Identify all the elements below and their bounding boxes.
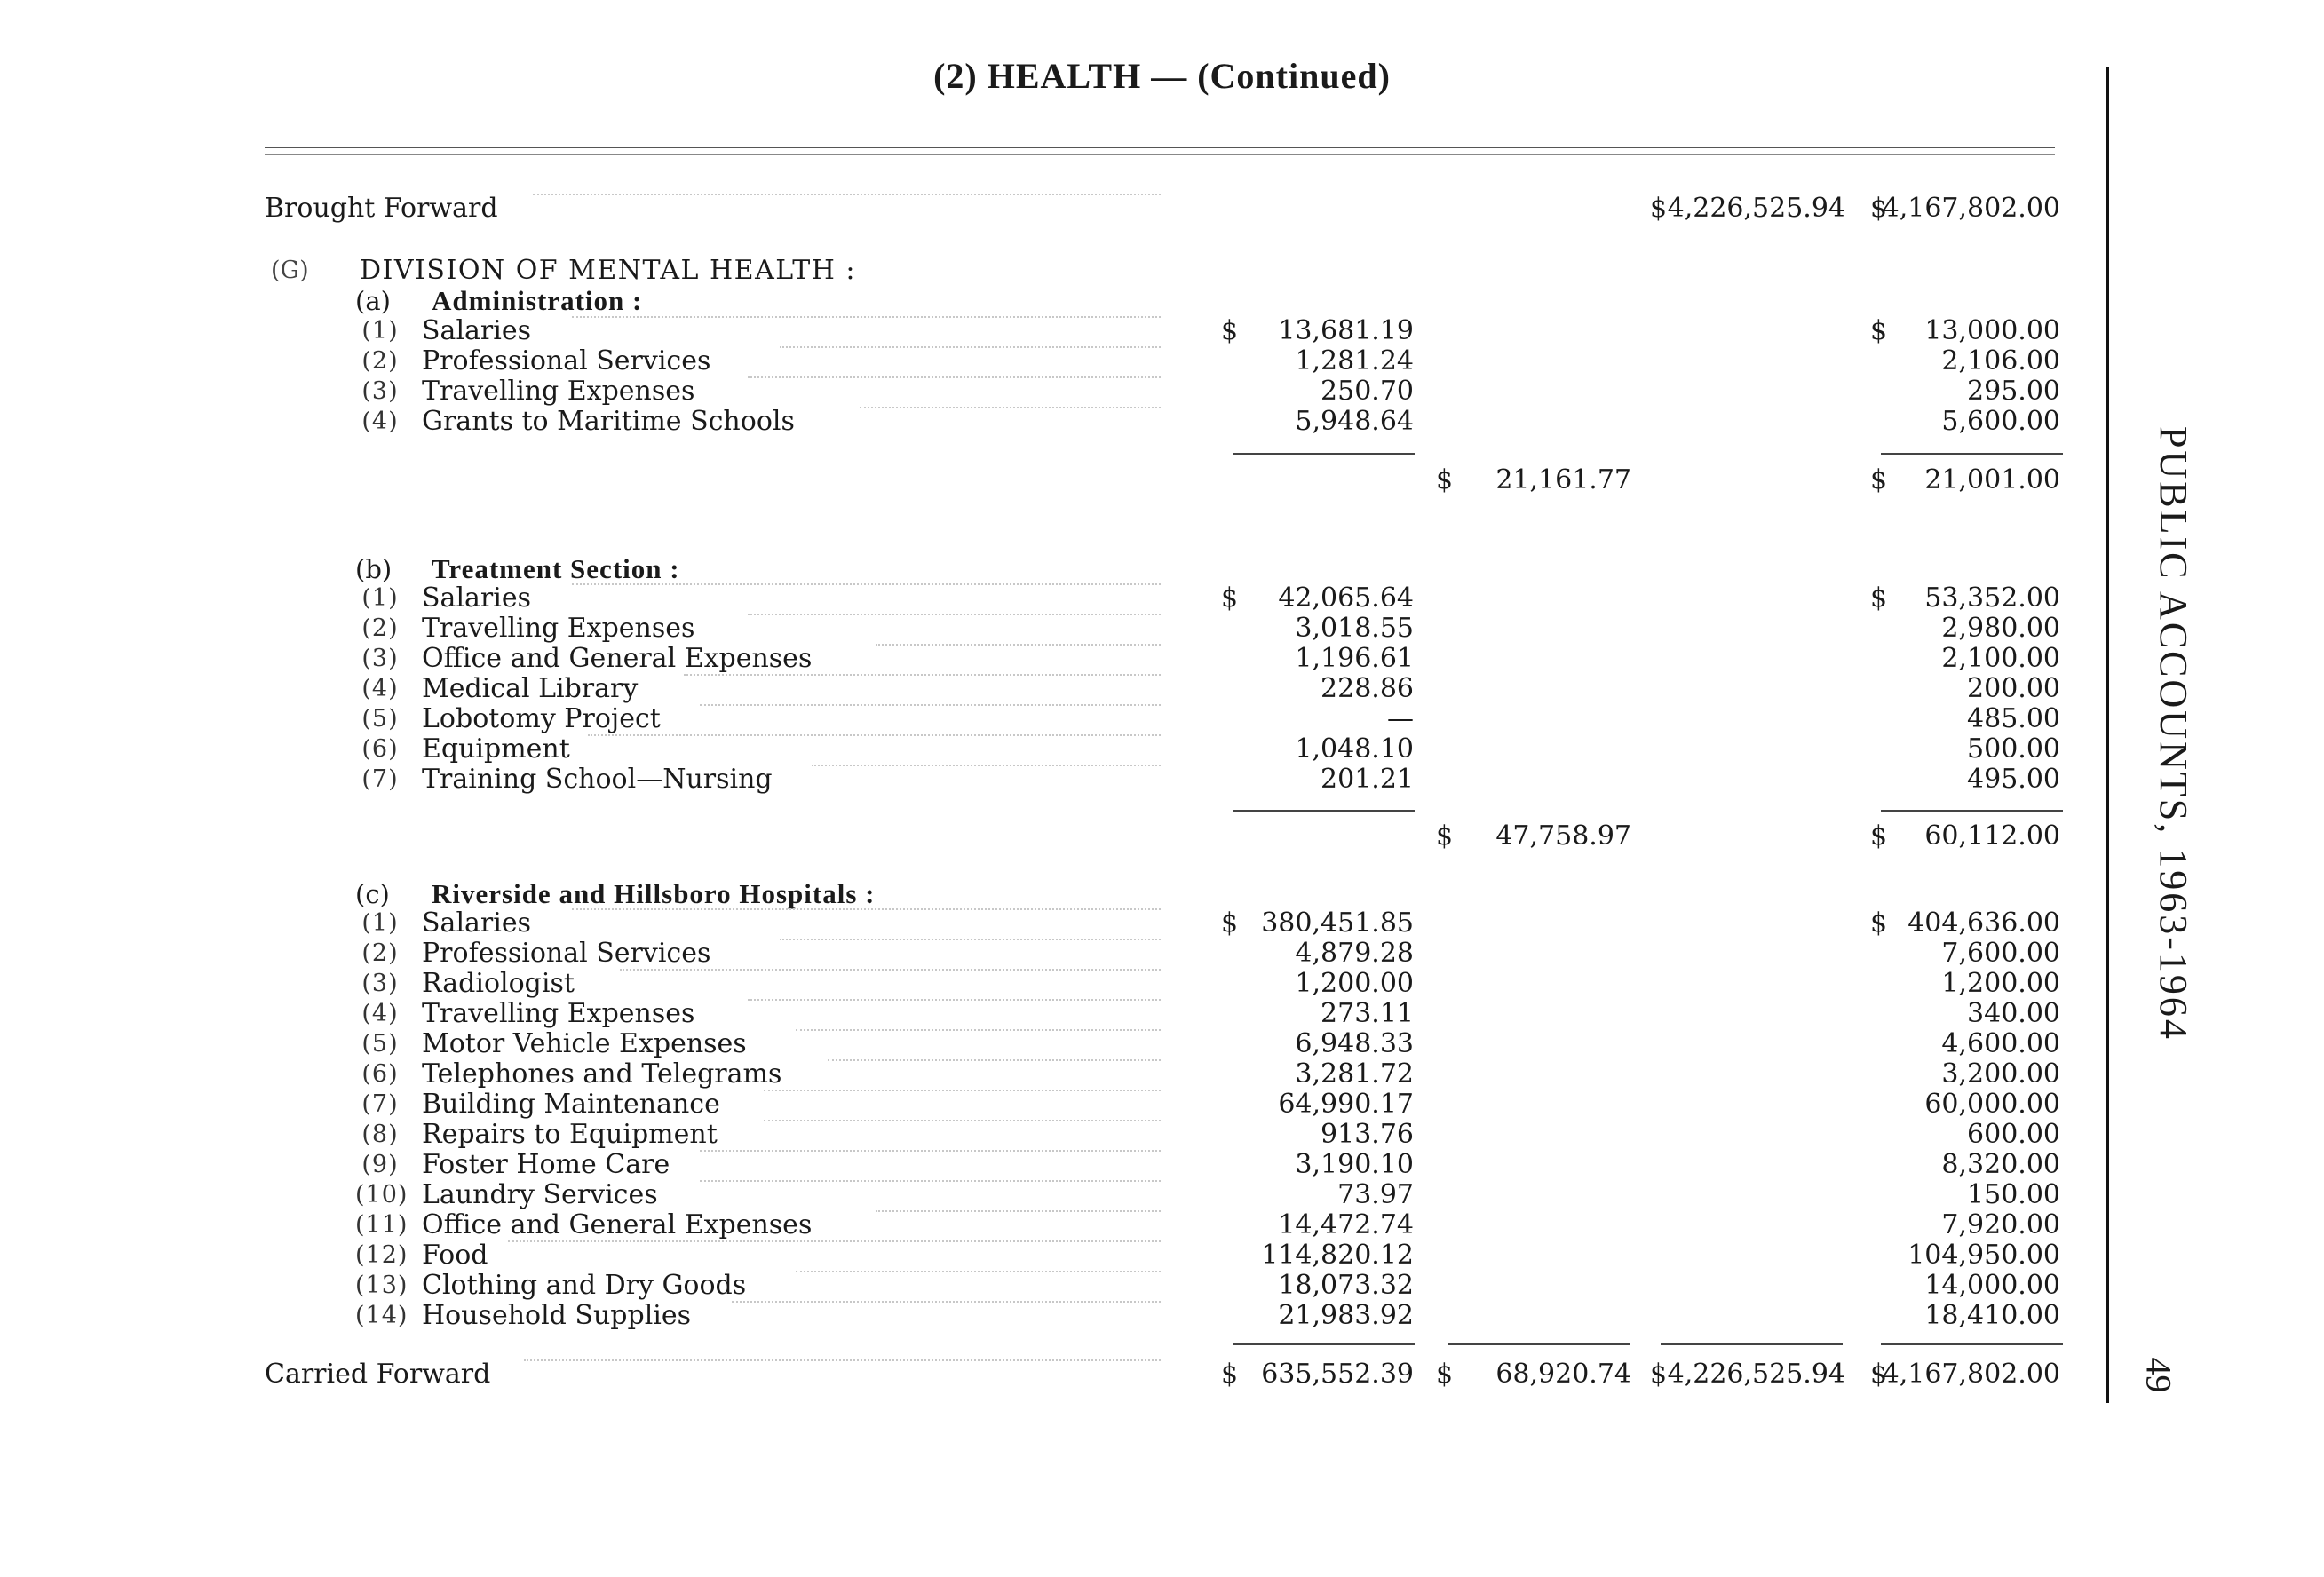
item-label: Building Maintenance [422, 1089, 720, 1120]
item-estimate-amount: 404,636.00 [1908, 907, 2060, 939]
leader-dots [812, 765, 1161, 766]
section-title: Treatment Section : [432, 553, 680, 584]
line-item-row [0, 1180, 2324, 1210]
item-estimate-amount: 340.00 [1967, 998, 2060, 1029]
title-rule [265, 147, 2055, 148]
item-estimate-amount: 5,600.00 [1941, 406, 2060, 437]
item-label: Office and General Expenses [422, 1209, 813, 1240]
item-number: (3) [361, 970, 399, 997]
section-title: Riverside and Hillsboro Hospitals : [432, 878, 876, 909]
total-rule [1661, 1343, 1843, 1345]
item-actual-amount: 5,948.64 [1295, 406, 1414, 437]
item-actual-amount: 4,879.28 [1295, 938, 1414, 969]
item-actual-amount: 228.86 [1321, 673, 1414, 704]
item-estimate-amount: 295.00 [1967, 376, 2060, 407]
line-item-row [0, 583, 2324, 614]
item-label: Travelling Expenses [422, 613, 695, 644]
item-label: Professional Services [422, 345, 711, 376]
item-label: Professional Services [422, 938, 711, 969]
currency-symbol: $ [1436, 464, 1454, 495]
item-number: (7) [361, 1090, 399, 1118]
line-item-row [0, 704, 2324, 734]
leader-dots [700, 1180, 1161, 1182]
item-estimate-amount: 2,100.00 [1941, 643, 2060, 674]
currency-symbol: $ [1221, 1359, 1239, 1390]
item-estimate-amount: 18,410.00 [1924, 1300, 2060, 1331]
item-estimate-amount: 2,106.00 [1941, 345, 2060, 376]
item-label: Repairs to Equipment [422, 1119, 718, 1150]
item-label: Laundry Services [422, 1179, 658, 1210]
item-estimate-amount: 104,950.00 [1908, 1240, 2060, 1271]
item-label: Grants to Maritime Schools [422, 406, 795, 437]
leader-dots [732, 1301, 1161, 1303]
item-label: Salaries [422, 315, 532, 346]
item-label: Food [422, 1240, 488, 1271]
item-actual-amount: 380,451.85 [1261, 907, 1414, 939]
currency-symbol: $ [1221, 582, 1239, 614]
item-actual-amount: 1,281.24 [1295, 345, 1414, 376]
section-letter: (b) [355, 554, 393, 584]
item-label: Office and General Expenses [422, 643, 813, 674]
item-actual-amount: 3,018.55 [1295, 613, 1414, 644]
item-label: Salaries [422, 907, 532, 939]
leader-dots [533, 194, 1161, 195]
item-number: (1) [361, 317, 399, 345]
section-total-actual: 47,758.97 [1495, 820, 1631, 852]
item-estimate-amount: 600.00 [1967, 1119, 2060, 1150]
leader-dots [796, 1271, 1161, 1272]
item-actual-amount: 21,983.92 [1278, 1300, 1414, 1331]
line-item-row [0, 908, 2324, 939]
carried-forward-col2: 68,920.74 [1495, 1359, 1631, 1390]
item-estimate-amount: 200.00 [1967, 673, 2060, 704]
division-letter: (G) [271, 257, 309, 284]
item-estimate-amount: 53,352.00 [1924, 582, 2060, 614]
item-estimate-amount: 3,200.00 [1941, 1058, 2060, 1090]
line-item-row [0, 734, 2324, 765]
leader-dots [828, 1059, 1161, 1061]
line-item-row [0, 614, 2324, 644]
currency-symbol: $ [1221, 907, 1239, 939]
item-actual-amount: 13,681.19 [1278, 315, 1414, 346]
total-rule [1448, 1343, 1630, 1345]
line-item-row [0, 999, 2324, 1029]
line-item-row [0, 969, 2324, 999]
section-total-actual: 21,161.77 [1495, 464, 1631, 495]
division-title: DIVISION OF MENTAL HEALTH : [360, 255, 857, 286]
item-estimate-amount: 8,320.00 [1941, 1149, 2060, 1180]
carried-forward-col1: 635,552.39 [1261, 1359, 1414, 1390]
item-estimate-amount: 14,000.00 [1924, 1270, 2060, 1301]
item-estimate-amount: 7,920.00 [1941, 1209, 2060, 1240]
title-rule [265, 154, 2055, 155]
item-number: (12) [355, 1241, 408, 1269]
currency-symbol: $ [1870, 315, 1888, 346]
division-heading [0, 256, 2324, 286]
section-total-row [0, 465, 2324, 495]
section-heading [0, 286, 2324, 316]
currency-symbol: $ [1650, 193, 1668, 224]
leader-dots [524, 1359, 1161, 1361]
line-item-row [0, 1271, 2324, 1301]
section-title: Administration : [432, 285, 643, 316]
item-actual-amount: 1,048.10 [1295, 733, 1414, 765]
item-number: (6) [361, 1060, 399, 1088]
subtotal-rule [1233, 453, 1415, 455]
line-item-row [0, 644, 2324, 674]
item-actual-amount: 3,190.10 [1295, 1149, 1414, 1180]
item-estimate-amount: 60,000.00 [1924, 1089, 2060, 1120]
item-estimate-amount: 7,600.00 [1941, 938, 2060, 969]
brought-forward-label: Brought Forward [265, 193, 498, 224]
item-actual-amount: 6,948.33 [1295, 1028, 1414, 1059]
item-actual-amount: 201.21 [1321, 764, 1414, 795]
line-item-row [0, 376, 2324, 407]
leader-dots [748, 376, 1161, 378]
side-running-title: PUBLIC ACCOUNTS, 1963-1964 [2152, 426, 2195, 1042]
item-number: (4) [361, 675, 399, 702]
item-label: Telephones and Telegrams [422, 1058, 782, 1090]
item-actual-amount: 18,073.32 [1278, 1270, 1414, 1301]
line-item-row [0, 346, 2324, 376]
carried-forward-col4: 4,167,802.00 [1882, 1359, 2060, 1390]
item-number: (3) [361, 377, 399, 405]
line-item-row [0, 1150, 2324, 1180]
total-rule [1233, 1343, 1415, 1345]
item-number: (4) [361, 408, 399, 435]
item-actual-amount: 913.76 [1321, 1119, 1414, 1150]
brought-forward-col3: 4,226,525.94 [1667, 193, 1845, 224]
line-item-row [0, 1059, 2324, 1090]
leader-dots [508, 1240, 1161, 1242]
item-number: (6) [361, 735, 399, 763]
item-actual-amount: 250.70 [1321, 376, 1414, 407]
line-item-row [0, 316, 2324, 346]
item-estimate-amount: 2,980.00 [1941, 613, 2060, 644]
item-label: Medical Library [422, 673, 639, 704]
carried-forward-row [0, 1359, 2324, 1390]
leader-dots [588, 734, 1161, 736]
carried-forward-label: Carried Forward [265, 1359, 491, 1390]
item-number: (2) [361, 347, 399, 375]
section-heading [0, 554, 2324, 584]
total-rule [1881, 1343, 2063, 1345]
currency-symbol: $ [1870, 464, 1888, 495]
section-total-row [0, 821, 2324, 852]
currency-symbol: $ [1870, 582, 1888, 614]
item-actual-amount: 73.97 [1337, 1179, 1414, 1210]
item-actual-amount: 3,281.72 [1295, 1058, 1414, 1090]
item-label: Equipment [422, 733, 570, 765]
line-item-row [0, 939, 2324, 969]
item-label: Travelling Expenses [422, 998, 695, 1029]
item-number: (3) [361, 645, 399, 672]
item-number: (9) [361, 1151, 399, 1178]
item-number: (2) [361, 614, 399, 642]
item-number: (7) [361, 765, 399, 793]
currency-symbol: $ [1436, 1359, 1454, 1390]
line-item-row [0, 765, 2324, 795]
currency-symbol: $ [1221, 315, 1239, 346]
page-title: (2) HEALTH — (Continued) [933, 56, 1391, 96]
leader-dots [780, 939, 1161, 940]
line-item-row [0, 407, 2324, 437]
item-actual-amount: 14,472.74 [1278, 1209, 1414, 1240]
item-label: Lobotomy Project [422, 703, 661, 734]
section-letter: (a) [355, 286, 391, 316]
item-actual-amount: 1,200.00 [1295, 968, 1414, 999]
line-item-row [0, 1120, 2324, 1150]
leader-dots [748, 999, 1161, 1001]
item-label: Travelling Expenses [422, 376, 695, 407]
item-actual-amount: 42,065.64 [1278, 582, 1414, 614]
item-estimate-amount: 1,200.00 [1941, 968, 2060, 999]
item-actual-amount: 1,196.61 [1295, 643, 1414, 674]
item-number: (11) [355, 1211, 408, 1239]
line-item-row [0, 1240, 2324, 1271]
currency-symbol: $ [1870, 820, 1888, 852]
leader-dots [796, 1029, 1161, 1031]
page-number: 49 [2138, 1357, 2179, 1393]
currency-symbol: $ [1870, 907, 1888, 939]
section-heading [0, 879, 2324, 909]
item-number: (13) [355, 1272, 408, 1299]
leader-dots [572, 583, 1161, 585]
leader-dots [876, 1210, 1161, 1212]
subtotal-rule [1881, 453, 2063, 455]
line-item-row [0, 1029, 2324, 1059]
item-actual-amount: 64,990.17 [1278, 1089, 1414, 1120]
item-estimate-amount: 500.00 [1967, 733, 2060, 765]
item-number: (2) [361, 939, 399, 967]
subtotal-rule [1233, 810, 1415, 812]
item-number: (5) [361, 1030, 399, 1058]
line-item-row [0, 1090, 2324, 1120]
item-label: Foster Home Care [422, 1149, 670, 1180]
item-label: Salaries [422, 582, 532, 614]
item-estimate-amount: 150.00 [1967, 1179, 2060, 1210]
item-number: (4) [361, 1000, 399, 1027]
carried-forward-col3: 4,226,525.94 [1667, 1359, 1845, 1390]
item-estimate-amount: 13,000.00 [1924, 315, 2060, 346]
leader-dots [764, 1120, 1161, 1121]
item-estimate-amount: 4,600.00 [1941, 1028, 2060, 1059]
section-letter: (c) [355, 879, 390, 909]
currency-symbol: $ [1436, 820, 1454, 852]
item-number: (1) [361, 909, 399, 937]
leader-dots [700, 704, 1161, 706]
item-label: Motor Vehicle Expenses [422, 1028, 747, 1059]
leader-dots [764, 1090, 1161, 1091]
currency-symbol: $ [1870, 1359, 1888, 1390]
leader-dots [876, 644, 1161, 646]
leader-dots [620, 969, 1161, 971]
line-item-row [0, 674, 2324, 704]
item-number: (1) [361, 584, 399, 612]
currency-symbol: $ [1870, 193, 1888, 224]
section-total-estimate: 21,001.00 [1924, 464, 2060, 495]
brought-forward-col4: 4,167,802.00 [1882, 193, 2060, 224]
item-number: (10) [355, 1181, 408, 1209]
leader-dots [572, 908, 1161, 910]
leader-dots [748, 614, 1161, 615]
item-label: Household Supplies [422, 1300, 692, 1331]
leader-dots [860, 407, 1161, 408]
leader-dots [700, 1150, 1161, 1152]
item-number: (8) [361, 1121, 399, 1148]
item-estimate-amount: 495.00 [1967, 764, 2060, 795]
section-total-estimate: 60,112.00 [1924, 820, 2060, 852]
leader-dots [572, 316, 1161, 318]
item-estimate-amount: 485.00 [1967, 703, 2060, 734]
item-actual-amount: — [1387, 703, 1414, 734]
item-actual-amount: 114,820.12 [1261, 1240, 1414, 1271]
item-label: Training School—Nursing [422, 764, 773, 795]
item-actual-amount: 273.11 [1321, 998, 1414, 1029]
item-label: Clothing and Dry Goods [422, 1270, 747, 1301]
item-number: (5) [361, 705, 399, 733]
item-number: (14) [355, 1302, 408, 1329]
leader-dots [780, 346, 1161, 348]
subtotal-rule [1881, 810, 2063, 812]
item-label: Radiologist [422, 968, 575, 999]
line-item-row [0, 1301, 2324, 1331]
brought-forward-row [0, 194, 2324, 224]
leader-dots [684, 674, 1161, 676]
currency-symbol: $ [1650, 1359, 1668, 1390]
line-item-row [0, 1210, 2324, 1240]
